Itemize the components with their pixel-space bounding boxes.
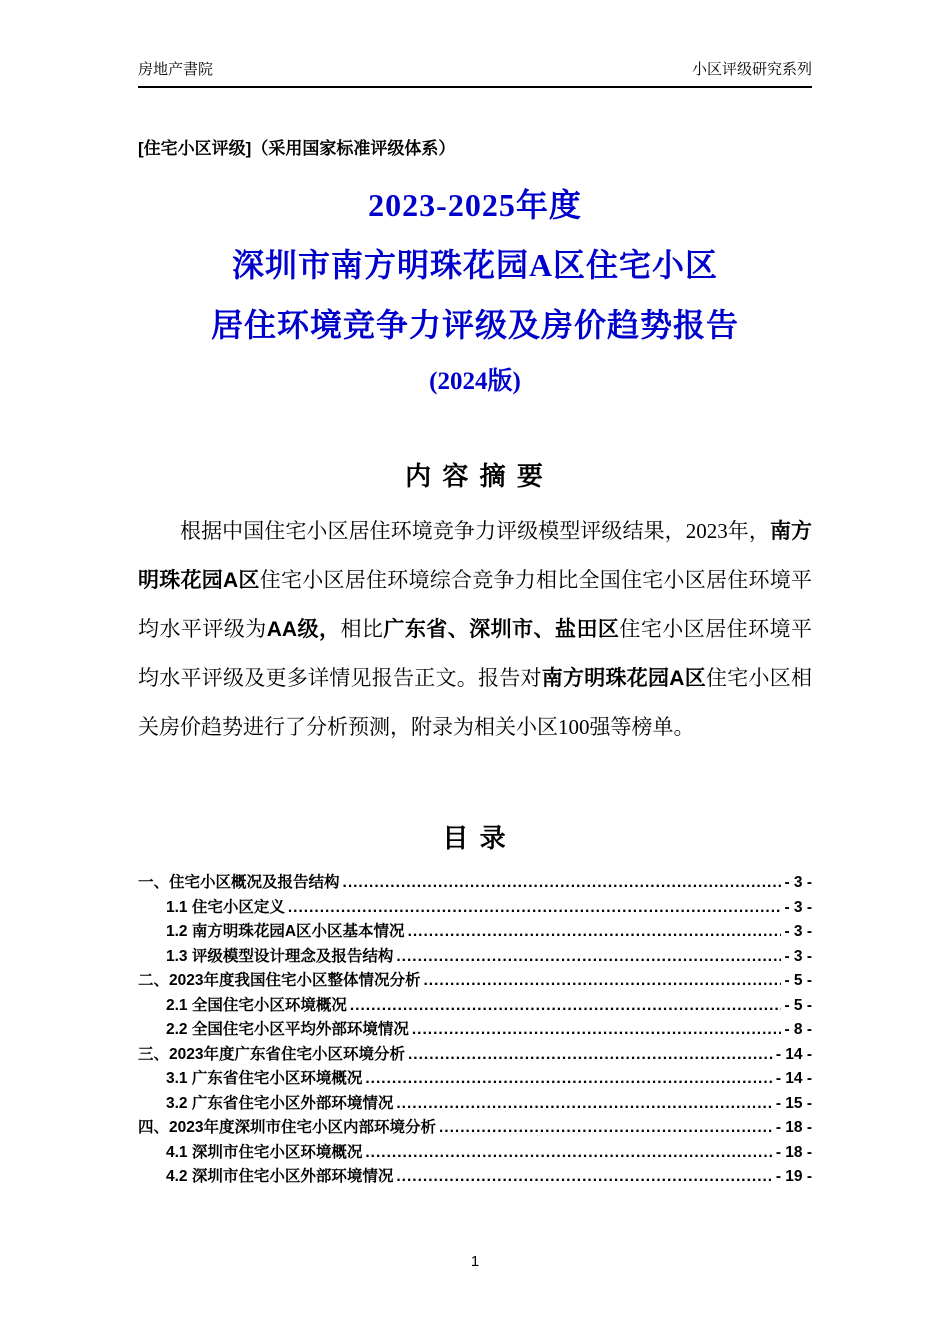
toc-entry-page: - 3 -: [784, 947, 812, 965]
toc-entry: [138, 1043, 812, 1068]
toc-dot-leader: [439, 1116, 773, 1141]
toc-entry-page: - 19 -: [775, 1168, 812, 1185]
toc-dot-leader: [396, 945, 781, 970]
toc-entry: [138, 945, 812, 970]
header-right-text: 小区评级研究系列: [691, 61, 812, 78]
page-header: [138, 0, 812, 88]
toc-entry: [138, 1165, 812, 1190]
toc-list: [138, 871, 812, 1190]
toc-entry: [138, 1116, 812, 1141]
report-title-line: 2023-2025年度: [368, 187, 582, 223]
report-title-line: 居住环境竞争力评级及房价趋势报告: [210, 307, 739, 343]
report-title-block: [138, 189, 812, 394]
toc-entry-label: 一、住宅小区概况及报告结构: [138, 874, 340, 891]
toc-entry-label: 4.2 深圳市住宅小区外部环境情况: [166, 1168, 394, 1185]
report-title-version: (2024版): [429, 368, 521, 395]
toc-entry-page: - 14 -: [775, 1070, 812, 1087]
toc-entry-page: - 3 -: [784, 874, 812, 891]
toc-entry-label: 3.1 广东省住宅小区环境概况: [166, 1070, 363, 1087]
toc-entry-label: 3.2 广东省住宅小区外部环境情况: [166, 1094, 394, 1112]
summary-segment-bold: 南方明珠花园A区: [138, 520, 813, 592]
toc-entry-label: 1.2 南方明珠花园A区小区基本情况: [166, 923, 405, 940]
toc-entry: [138, 896, 812, 921]
toc-entry: [138, 1092, 812, 1117]
toc-dot-leader: [412, 1018, 782, 1043]
toc-entry-page: - 5 -: [784, 972, 812, 989]
toc-entry-label: 四、2023年度深圳市住宅小区内部环境分析: [138, 1119, 436, 1136]
header-divider: [138, 86, 812, 88]
toc-entry: [138, 969, 812, 994]
report-title-lines: [138, 189, 812, 341]
toc-dot-leader: [288, 896, 782, 921]
toc-entry: [138, 1018, 812, 1043]
toc-entry: [138, 871, 812, 896]
toc-entry-page: - 8 -: [784, 1021, 812, 1038]
footer-page-number: 1: [470, 1253, 480, 1270]
toc-dot-leader: [365, 1141, 772, 1166]
toc-dot-leader: [350, 994, 782, 1019]
toc-entry-page: - 14 -: [775, 1045, 812, 1063]
toc-dot-leader: [408, 1043, 773, 1068]
rating-system-note: [住宅小区评级]（采用国家标准评级体系）: [138, 139, 456, 158]
report-title-line: 深圳市南方明珠花园A区住宅小区: [231, 247, 719, 283]
summary-segment: 住宅小区居住环境综合竞争力相比全国住宅小区居住环境平均水平评级为: [138, 568, 812, 641]
toc-dot-leader: [423, 969, 781, 994]
toc-entry-label: 4.1 深圳市住宅小区环境概况: [166, 1143, 363, 1161]
toc-dot-leader: [365, 1067, 772, 1092]
toc-entry-page: - 5 -: [784, 996, 812, 1014]
toc-entry: [138, 920, 812, 945]
header-left-text: 房地产書院: [138, 61, 214, 78]
toc-heading: 目 录: [442, 823, 508, 853]
summary-segment: 住宅小区居住环境平均水平评级及更多详情见报告正文。报告对: [138, 617, 813, 690]
toc-dot-leader: [343, 871, 782, 896]
toc-entry-label: 二、2023年度我国住宅小区整体情况分析: [138, 972, 421, 989]
toc-entry: [138, 994, 812, 1019]
toc-entry-page: - 15 -: [775, 1094, 812, 1112]
toc-dot-leader: [396, 1092, 772, 1117]
summary-heading: 内 容 摘 要: [405, 461, 545, 491]
summary-segment: 住宅小区相关房价趋势进行了分析预测，附录为相关小区100强等榜单。: [138, 666, 812, 739]
toc-entry-label: 三、2023年度广东省住宅小区环境分析: [138, 1045, 405, 1063]
summary-segment: 根据中国住宅小区居住环境竞争力评级模型评级结果，2023年，: [180, 519, 770, 543]
summary-segment: 相比: [340, 617, 384, 641]
summary-paragraph: [138, 507, 812, 752]
toc-entry: [138, 1141, 812, 1166]
toc-entry-page: - 18 -: [775, 1143, 812, 1161]
toc-entry-page: - 18 -: [775, 1119, 812, 1136]
toc-entry-label: 1.1 住宅小区定义: [166, 898, 285, 916]
summary-segment-bold: AA级，: [266, 618, 341, 641]
toc-entry-label: 2.1 全国住宅小区环境概况: [166, 996, 347, 1014]
summary-segment-bold: 南方明珠花园A区: [541, 667, 706, 690]
toc-entry-label: 1.3 评级模型设计理念及报告结构: [166, 947, 394, 965]
toc-dot-leader: [396, 1165, 772, 1190]
toc-entry-label: 2.2 全国住宅小区平均外部环境情况: [166, 1021, 409, 1038]
toc-entry-page: - 3 -: [784, 898, 812, 916]
summary-segment-bold: 广东省、深圳市、盐田区: [383, 618, 620, 641]
toc-entry: [138, 1067, 812, 1092]
toc-dot-leader: [408, 920, 782, 945]
toc-entry-page: - 3 -: [784, 923, 812, 940]
